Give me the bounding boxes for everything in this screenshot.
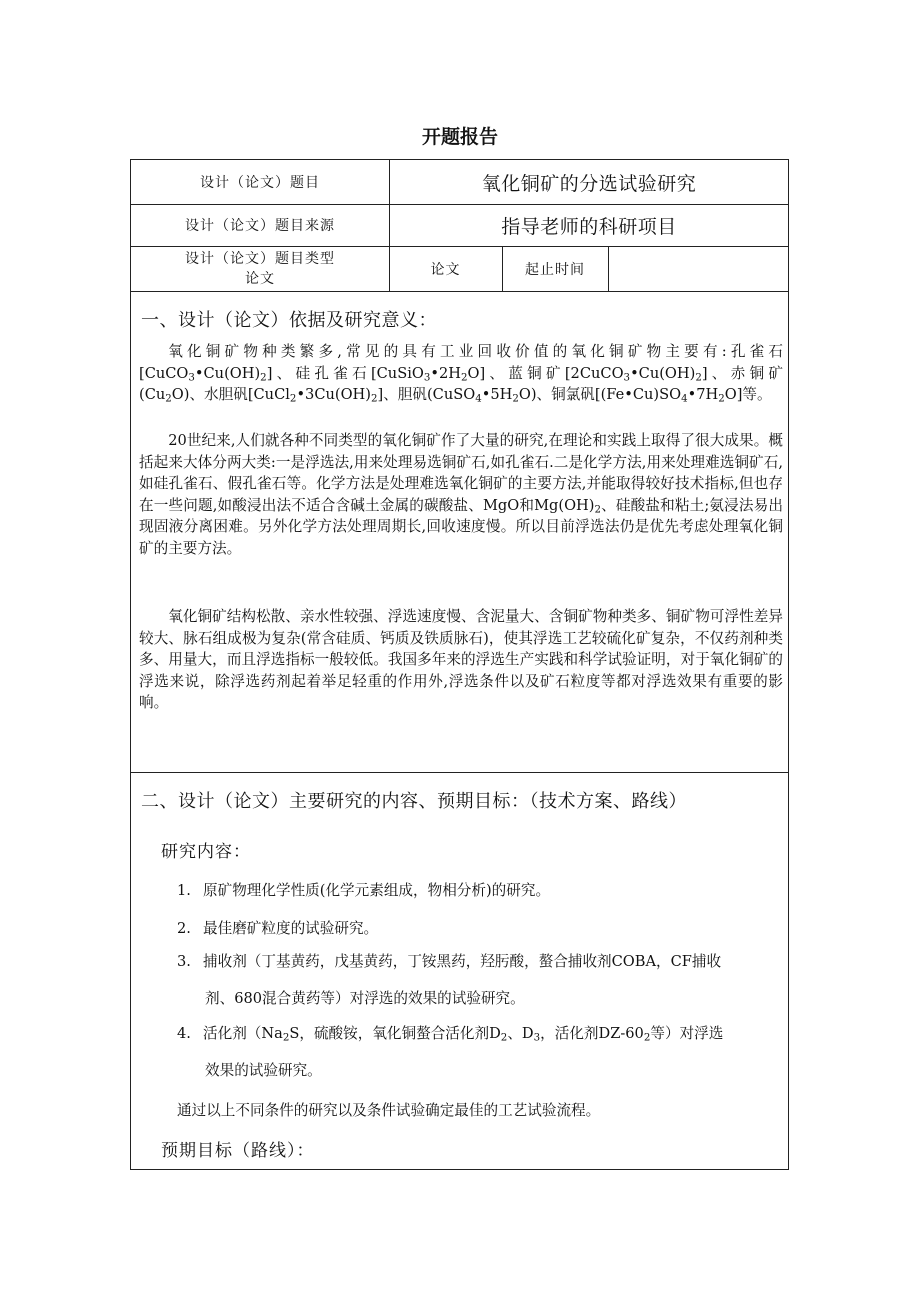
section1-heading: 一、设计（论文）依据及研究意义： [141,310,437,331]
list-item: 2. 最佳磨矿粒度的试验研究。 [177,920,379,937]
section1-paragraph-2: 20世纪来,人们就各种不同类型的氧化铜矿作了大量的研究,在理论和实践上取得了很大成果。概括起来大体分两大类:一是浮选法,用来处理易选铜矿石,如孔雀石.二是化学方法,用来处理难选铜矿石,如硅孔雀石、假孔雀石等。化学方法是处理难选氧化铜矿的主要方法,并能取得较好技术指标,但也存在一些问题,如酸浸出法不适合含碱土金属的碳酸盐、MgO和$Mg(OH)_2$、硅酸盐和粘土;氨浸法易出现固液分离困难。另外化学方法处理周期长,回收速度慢。所以目前浮选法仍是优先考虑处理氧化铜矿的主要方法。 [139,432,783,557]
type-value: 论文 [430,261,461,278]
list-item: 4. 活化剂（$Na_2S$，硫酸铵，氧化铜螯合活化剂$D_2$、$D_3$，活化剂$DZ-60_2$等）对浮选 效果的试验研究。 [177,1025,724,1079]
page-title: 开题报告 [421,126,498,148]
source-label: 设计（论文）题目来源 [185,218,335,234]
topic-value: 氧化铜矿的分选试验研究 [481,172,697,195]
type-label-line2: 论文 [245,270,275,287]
source-value: 指导老师的科研项目 [501,215,677,238]
proposal-table [130,159,789,1170]
section1-paragraph-1: 氧化铜矿物种类繁多,常见的具有工业回收价值的氧化铜矿物主要有:孔雀石$[CuCO_3•Cu(OH)_2]$、硅孔雀石$[CuSiO_3•2H_2O]$、蓝铜矿$[2CuCO_3•Cu(OH)_2]$、赤铜矿$(Cu_2O)$、水胆矾$[CuCl_2•3Cu(OH)_2]$、胆矾$(CuSO_4•5H_2O)$、铜氯矾$[(Fe•Cu)SO_4•7H_2O]$等。 [139,343,783,405]
type-label-line1: 设计（论文）题目类型 [185,250,335,267]
topic-label: 设计（论文）题目 [200,175,320,191]
row-divider [131,291,788,292]
goal-heading: 预期目标（路线）： [161,1141,315,1161]
list-item: 1. 原矿物理化学性质(化学元素组成，物相分析)的研究。 [177,882,551,899]
type-label [131,246,389,291]
research-content-heading: 研究内容： [161,842,251,862]
section-divider [131,772,788,773]
period-label: 起止时间 [525,261,585,278]
list-item: 3. 捕收剂（丁基黄药，戊基黄药，丁铵黑药，羟肟酸，螯合捕收剂COBA，CF捕收 剂、680混合黄药等）对浮选的效果的试验研究。 [177,953,722,1007]
section1-paragraph-3: 氧化铜矿结构松散、亲水性较强、浮选速度慢、含泥量大、含铜矿物种类多、铜矿物可浮性差异较大、脉石组成极为复杂(常含硅质、钙质及铁质脉石)，使其浮选工艺较硫化矿复杂，不仅药剂种类多、用量大，而且浮选指标一般较低。我国多年来的浮选生产实践和科学试验证明，对于氧化铜矿的浮选来说，除浮选药剂起着举足轻重的作用外,浮选条件以及矿石粒度等都对浮选效果有重要的影响。 [139,608,783,712]
summary-text: 通过以上不同条件的研究以及条件试验确定最佳的工艺试验流程。 [177,1102,601,1119]
section2-heading: 二、设计（论文）主要研究的内容、预期目标：（技术方案、路线） [141,791,687,812]
period-value [608,246,789,291]
